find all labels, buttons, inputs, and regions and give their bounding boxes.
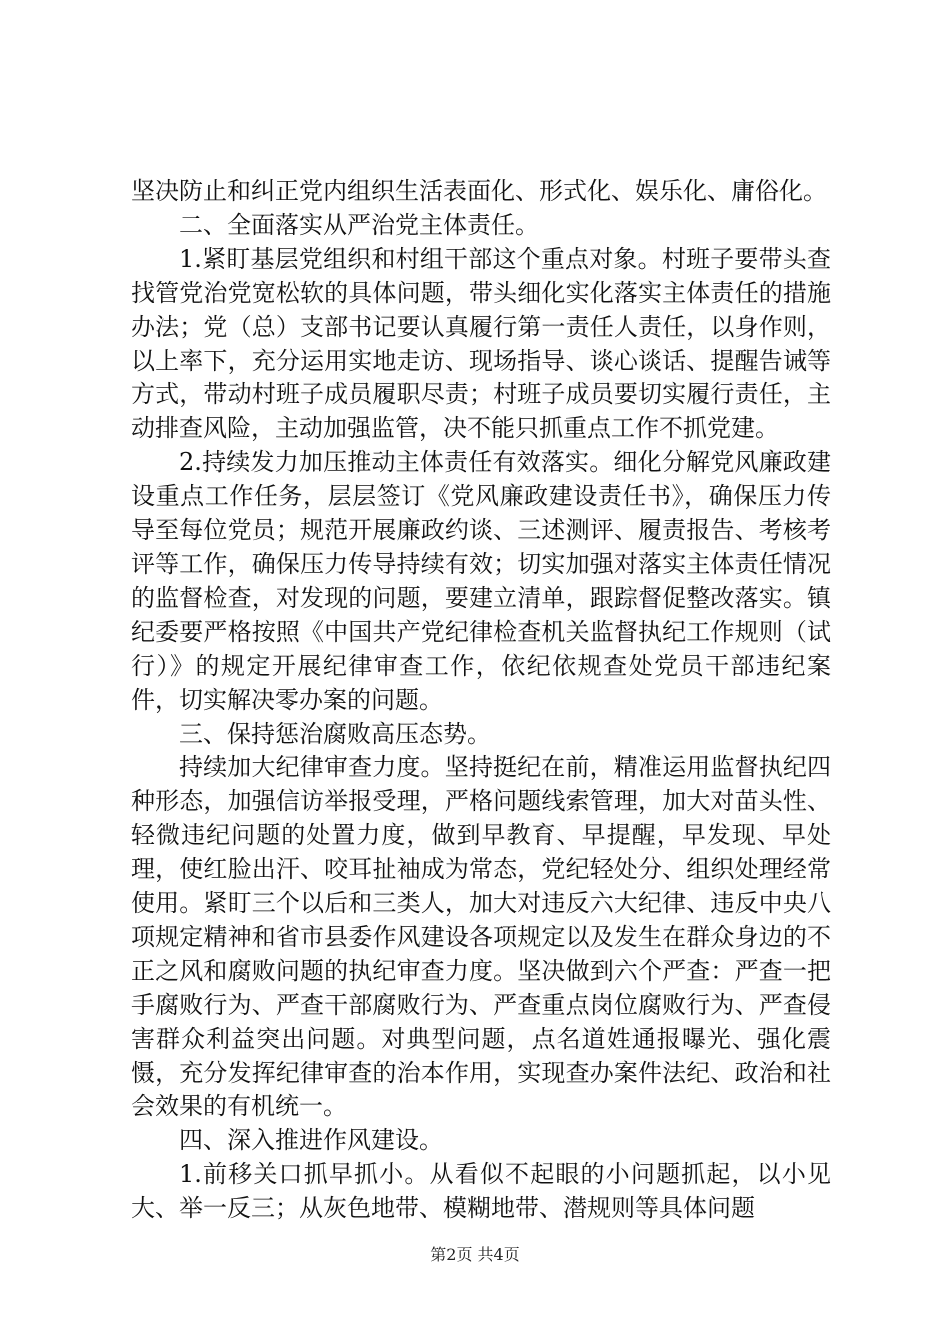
paragraph-3: 持续加大纪律审查力度。坚持挺纪在前，精准运用监督执纪四种形态，加强信访举报受理，严格问题线索管理，加大对苗头性、轻微违纪问题的处置力度，做到早教育、早提醒，早发现、早处理，使红脸出汗、咬耳扯袖成为常态，党纪轻处分、组织处理经常使用。紧盯三个以后和三类人，加大对违反六大纪律、违反中央八项规定精神和省市县委作风建设各项规定以及发生在群众身边的不正之风和腐败问题的执纪审查力度。坚决做到六个严查：严查一把手腐败行为、严查干部腐败行为、严查重点岗位腐败行为、严查侵害群众利益突出问题。对典型问题，点名道姓通报曝光、强化震慑，充分发挥纪律审查的治本作用，实现查办案件法纪、政治和社会效果的有机统一。 xyxy=(131,753,831,1121)
page-footer: 第2页 共4页 xyxy=(430,1245,520,1264)
section-heading-4: 四、深入推进作风建设。 xyxy=(179,1126,443,1155)
section-heading-3: 三、保持惩治腐败高压态势。 xyxy=(179,719,491,748)
paragraph-4-1: 1.前移关口抓早抓小。从看似不起眼的小问题抓起，以小见大、举一反三；从灰色地带、模糊地带、潜规则等具体问题 xyxy=(131,1160,831,1223)
paragraph-continuation: 坚决防止和纠正党内组织生活表面化、形式化、娱乐化、庸俗化。 xyxy=(131,177,827,205)
paragraph-2-1: 1.紧盯基层党组织和村组干部这个重点对象。村班子要带头查找管党治党宽松软的具体问题，带头细化实化落实主体责任的措施办法；党（总）支部书记要认真履行第一责任人责任，以身作则，以上率下，充分运用实地走访、现场指导、谈心谈话、提醒告诫等方式，带动村班子成员履职尽责；村班子成员要切实履行责任，主动排查风险，主动加强监管，决不能只抓重点工作不抓党建。 xyxy=(131,244,831,443)
section-heading-2: 二、全面落实从严治党主体责任。 xyxy=(179,210,539,239)
paragraph-2-2: 2.持续发力加压推动主体责任有效落实。细化分解党风廉政建设重点工作任务，层层签订《党风廉政建设责任书》，确保压力传导至每位党员；规范开展廉政约谈、三述测评、履责报告、考核考评等工作，确保压力传导持续有效；切实加强对落实主体责任情况的监督检查，对发现的问题，要建立清单，跟踪督促整改落实。镇纪委要严格按照《中国共产党纪律检查机关监督执纪工作规则（试行）》的规定开展纪律审查工作，依纪依规查处党员干部违纪案件，切实解决零办案的问题。 xyxy=(131,448,831,714)
document-body xyxy=(131,175,831,1226)
